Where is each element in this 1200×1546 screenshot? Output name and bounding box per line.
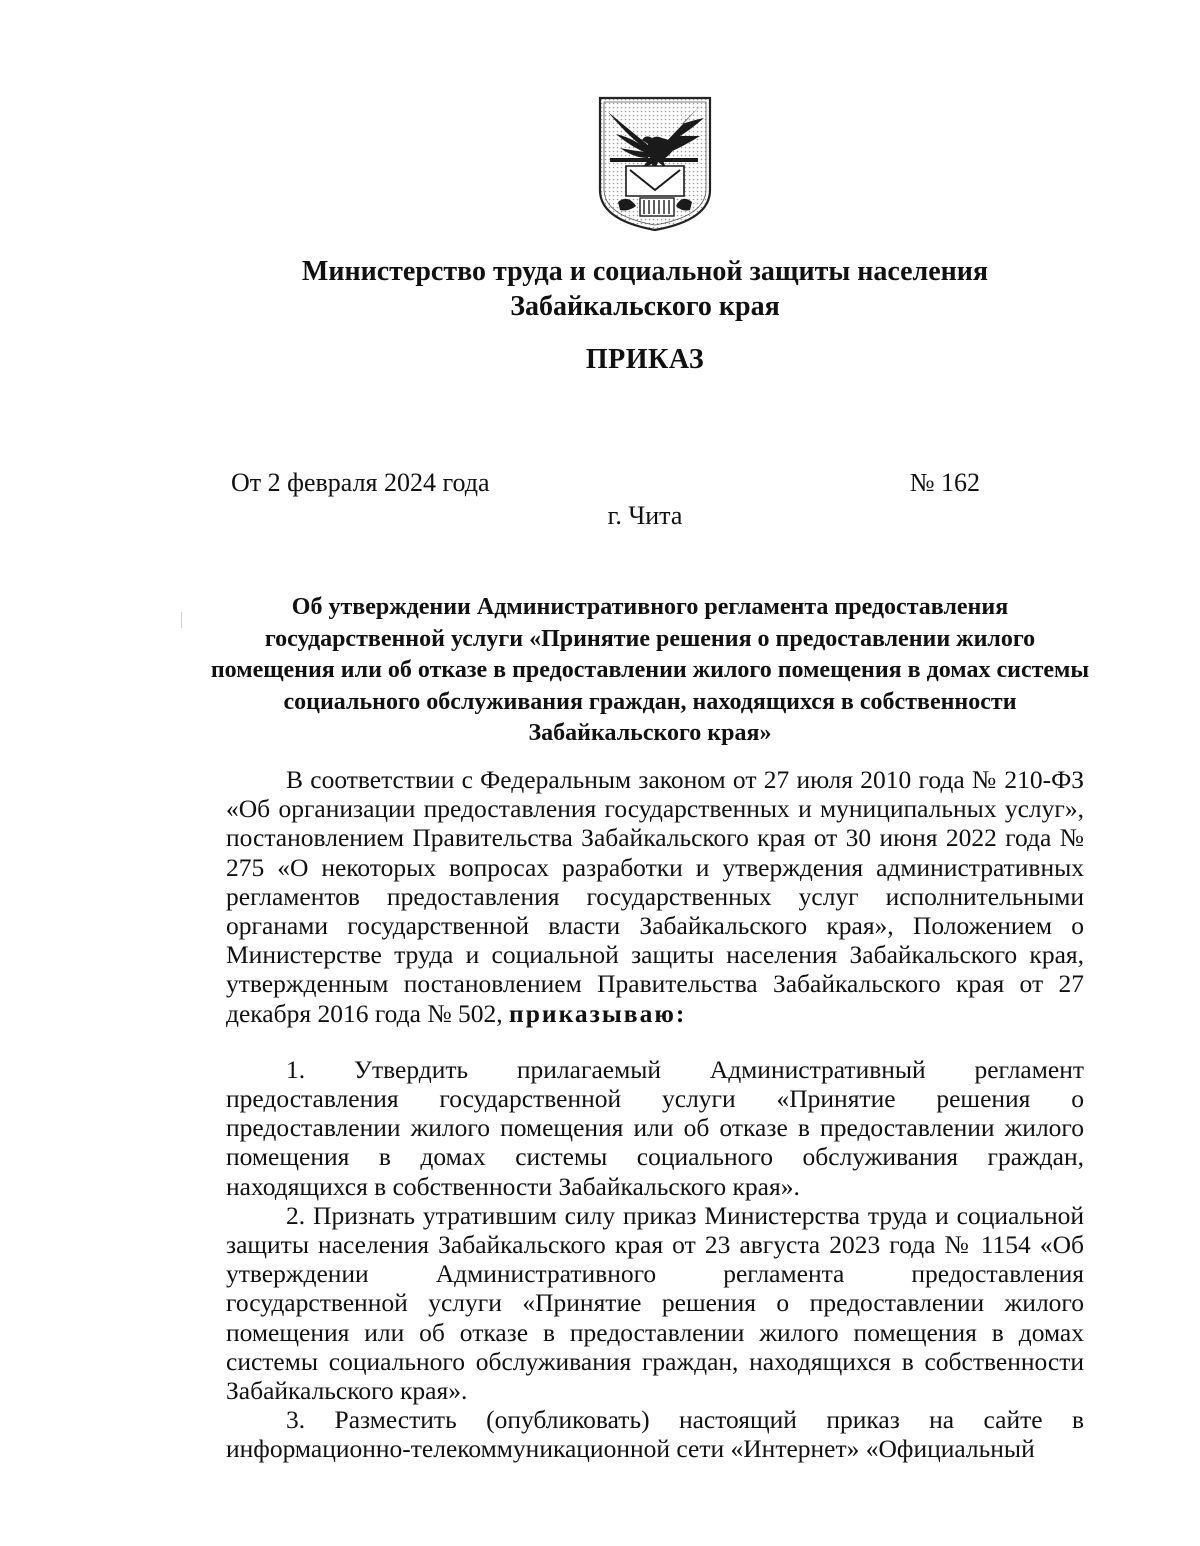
order-item-3: 3. Разместить (опубликовать) настоящий приказ на сайте в информационно-телекоммуникационной сети «Интернет» «Официальный (226, 1405, 1084, 1464)
order-item-2: 2. Признать утратившим силу приказ Министерства труда и социальной защиты населения Забайкальского края от 23 августа 2023 года № 1154 «Об утверждении Административного регламента предоставления государственной услуги «Принятие решения о предоставлении жилого помещения или об отказе в предоставлении жилого помещения в домах системы социального обслуживания граждан, находящихся в собственности Забайкальского края». (226, 1200, 1084, 1406)
coat-of-arms-icon (596, 94, 714, 232)
document-number: № 162 (909, 468, 980, 497)
organization-name (200, 254, 1090, 324)
margin-mark (181, 612, 182, 628)
preamble-text: В соответствии с Федеральным законом от 27 июля 2010 года № 210-ФЗ «Об организации предоставления государственных и муниципальных услуг», постановлением Правительства Забайкальского края от 30 июня 2022 года № 275 «О некоторых вопросах разработки и утверждения административных регламентов предоставления государственных услуг исполнительными органами государственной власти Забайкальского края», Положением о Министерстве труда и социальной защиты населения Забайкальского края, утвержденным постановлением Правительства Забайкальского края от 27 декабря 2016 года № 502, (226, 765, 1084, 1028)
document-city: г. Чита (607, 501, 683, 530)
order-word: приказываю: (509, 998, 687, 1028)
document-type: ПРИКАЗ (585, 344, 705, 375)
organization-line-2: Забайкальского края (510, 291, 780, 322)
preamble-paragraph (226, 765, 1084, 1028)
organization-line-1: Министерство труда и социальной защиты населения (301, 256, 989, 287)
order-item-1: 1. Утвердить прилагаемый Административный регламент предоставления государственной услуги «Принятие решения о предоставлении жилого помещения или об отказе в предоставлении жилого помещения в домах системы социального обслуживания граждан, находящихся в собственности Забайкальского края». (226, 1054, 1084, 1201)
document-body (226, 765, 1084, 1464)
document-subject: Об утверждении Административного регламента предоставления государственной услуги «Принятие решения о предоставлении жилого помещения или об отказе в предоставлении жилого помещения в домах системы социального обслуживания граждан, находящихся в собственности Забайкальского края» (210, 594, 1090, 746)
document-date: От 2 февраля 2024 года (231, 468, 490, 497)
